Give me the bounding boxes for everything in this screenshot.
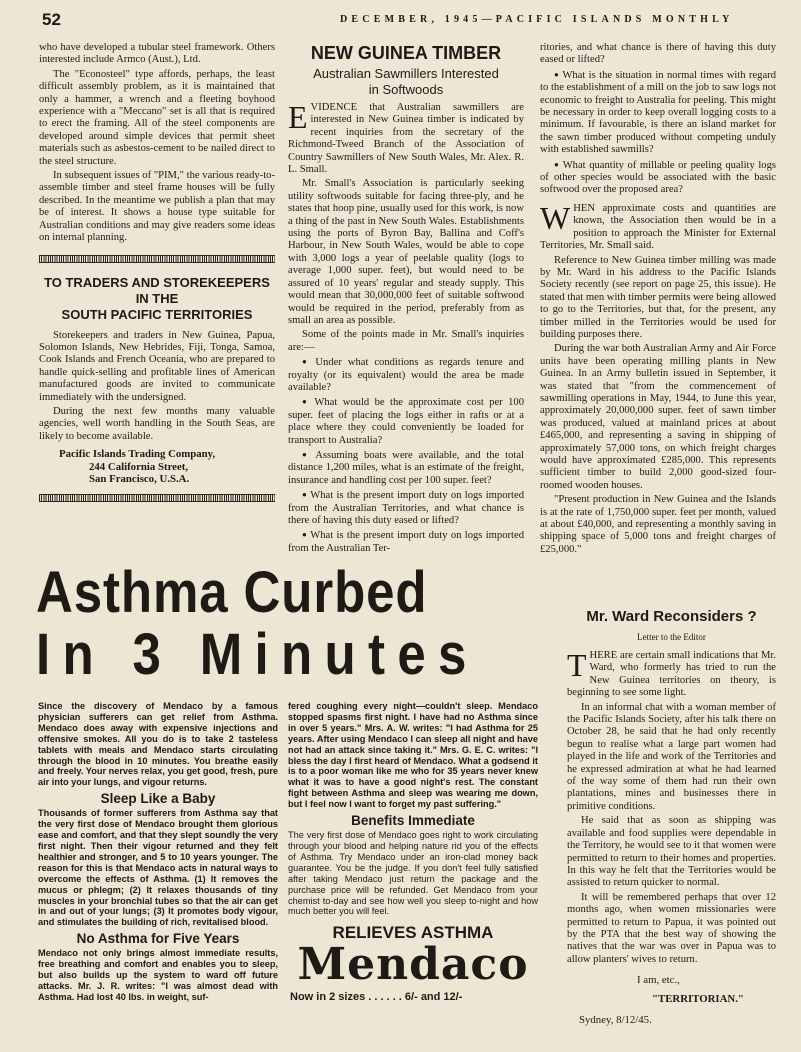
notice-paragraph: During the next few months many valuable agencies, well worth handling in the South Seas, are likely to become available. [39, 405, 275, 442]
column-1 [39, 42, 275, 502]
divider-rule [39, 255, 275, 263]
article-paragraph: "Present production in New Guinea and the Islands is at the rate of 1,750,000 super. feet per month, valued at about £40,000, and representing a monthly saving in shipping space of 5,000 tons and freight charges of £25,000." [540, 494, 776, 555]
ad-text [288, 830, 538, 917]
company-city: San Francisco, U.S.A. [89, 473, 190, 486]
column-3 [540, 42, 776, 558]
article-text [288, 99, 524, 555]
notice-paragraph: Storekeepers and traders in New Guinea, Papua, Solomon Islands, New Hebrides, Fiji, Tonga, Samoa, Cook Islands and French Oceania, who are prepared to handle quick-selling and profitable lines of American manufactured goods are invited to communicate immediately with the undersigned. [39, 329, 275, 403]
bullet-item: ● What quantity of millable or peeling quality logs of other species would be associated with the basic softwood over the proposed area? [540, 159, 776, 197]
ad-paragraph: Mendaco not only brings almost immediate results, free breathing and comfort and enables you to sleep, but also builds up the system to ward off future attacks. Mr. J. R. writes: "I was almost dead with Asthma. Had lost 40 lbs. in weight, suf- [38, 948, 278, 1002]
running-title: DECEMBER, 1945—PACIFIC ISLANDS MONTHLY [340, 14, 734, 25]
ad-sizes: Now in 2 sizes . . . . . . 6/- and 12/- [290, 991, 463, 1004]
article-paragraph: Reference to New Guinea timber milling was made by Mr. Ward in his address to the Pacific Islands Society recently (see report on page 25, this issue). He stated that men with timber permits were being allowed to go to the Territories, but that, for the present, any timber milled in the Territories would be used for building purposes there. [540, 254, 776, 340]
ad-column-b [288, 701, 538, 1003]
ad-text [288, 701, 538, 810]
bullet-item: ● What would be the approximate cost per 100 super. feet of placing the logs either in rafts or at a place where they could conveniently be loaded for transport to Australia? [288, 396, 524, 447]
ad-paragraph: fered coughing every night—couldn't sleep. Mendaco stopped spasms first night. I have had no Asthma since in over 5 years." Mrs. A. W. writes: "I had Asthma for 25 years. After using Mendaco I can sleep all night and have not had an attack since taking it." Mrs. G. E. C. writes: "I bless the day I first heard of Mendaco. What a godsend it is to a poor woman like me who for 35 years never knew what it was to have a good night's rest. The constant fight between Asthma and sleep was wearing me down, but I feel now I want to forget my past suffering." [288, 701, 538, 810]
ad-paragraph: Thousands of former sufferers from Asthma say that the very first dose of Mendaco brought them glorious ease and comfort, and that they slept soundly the very first night. Then their vigour returned and they felt healthier and stronger, and 5 to 10 years younger. The reason for this is that Mendaco acts in natural ways to overcome the effects of Asthma. (1) It removes the mucus or phlegm; (2) It relaxes thousands of tiny muscles in your bronchial tubes so that the air can get in and out of your lungs; (3) It promotes body vigour, and stimulates the building of rich, revitalised blood. [38, 808, 278, 928]
ad-subhead: Sleep Like a Baby [100, 791, 216, 807]
bullet-item: ● What is the present import duty on logs imported from the Australian Ter- [288, 529, 524, 555]
letter-paragraph: It will be remembered perhaps that over 12 months ago, when women missionaries were permitted to return to Papua, it was pointed out by the PTA that the best way of showing the natives that the war was over in Papua was to allow planters' wives to return. [567, 891, 776, 965]
article-paragraph: Mr. Small's Association is particularly seeking utility softwoods suitable for facing three-ply, and he states that hoop pine, usually used for this work, is now a thing of the past in New South Wales. Establishments using the ports of Byron Bay, Ballina and Coff's Harbour, in New South Wales, would be able to cope with 3,000 logs a year of peelable quality (logs to average 1,000 super. feet), but would need to be assured of 10 years' regular and steady supply. This would mean that 30,000,000 feet of suitable softwood would be required in the period, preferably from as small an area as possible. [288, 178, 524, 326]
letter-place-date: Sydney, 8/12/45. [579, 1014, 652, 1027]
article-continued [540, 42, 776, 556]
letter-paragraph: He said that as soon as shipping was available and food supplies were dependable in the Territory, he would see to it that women were permitted to return to their homes and properties. In this way he felt that the Territories would be assisted to return quicker to normal. [567, 815, 776, 889]
letter-text [567, 647, 776, 966]
ad-subhead: Benefits Immediate [351, 813, 475, 829]
article-paragraph: During the war both Australian Army and Air Force units have been operating milling plants in New Guinea. In an Army bulletin issued in September, it was stated that "from the commencement of sawmilling operations in May, 1944, to June this year, approximately 20,000,000 super. feet of sawn timber was produced, valued at mainland prices at about £465,000, and representing a saving in shipping of approximately 57,000 tons, on which freight charges would have approximated £285,000. This represents sufficient timber to build 2,000 good-sized four-roomed wooden houses. [540, 343, 776, 491]
letter-signature: "TERRITORIAN." [652, 993, 744, 1006]
letter-paragraph: In an informal chat with a woman member of the Pacific Islands Society, after his talk there on October 28, he said that he had only recently begun to realise what a large part women had played in the life and work of the Territories and he expressed admiration at what he had learned of the way some of them had run their own plantations, mines and businesses there in primitive conditions. [567, 701, 776, 812]
lead-text: VIDENCE that Australian sawmillers are interested in New Guinea timber is indicated by recent inquiries from the secretary of the Richmond-Tweed Branch of the Association of Country Sawmillers of New South Wales, Mr. Alex. R. L. Small. [288, 102, 524, 176]
page-number: 52 [42, 10, 61, 29]
lead-paragraph [567, 647, 776, 700]
notice-text [39, 330, 275, 444]
bullet-item: ● Under what conditions as regards tenure and royalty (or its equivalent) would the area be made available? [288, 356, 524, 394]
company-street: 244 California Street, [89, 460, 189, 473]
ad-text [38, 808, 278, 928]
ad-column-a [38, 701, 278, 1005]
article-paragraph: Some of the points made in Mr. Small's inquiries are:— [288, 329, 524, 353]
article-subhead: Australian Sawmillers Interested in Softwoods [313, 66, 499, 97]
ad-text [38, 701, 278, 788]
ad-headline-line: Asthma Curbed [36, 560, 428, 625]
column-2 [288, 42, 524, 557]
letter-subtitle: Letter to the Editor [637, 632, 706, 642]
ad-paragraph: Since the discovery of Mendaco by a famous physician sufferers can get relief from Asthma. Mendaco does away with expensive injections and offensive smokes. All you do is to take 2 tasteless tablets with meals and Mendaco starts circulating through the blood in 10 minutes. You breathe easily and freely. Your nerves relax, you get good, fresh, pure air into your lungs, and vigour returns. [38, 701, 278, 788]
ad-subhead: No Asthma for Five Years [76, 931, 240, 947]
asthma-advertisement [36, 562, 556, 1042]
company-address [59, 448, 275, 486]
bullet-item: ● What is the situation in normal times with regard to the establishment of a mill on the job to saw logs not economic to freight to Australia for peeling. This might be necessary in order to keep overall logging costs to a minimum. If favourable, is there an island market for the sawn timber produced without competing unduly with established sawmills? [540, 69, 776, 157]
ad-paragraph: The very first dose of Mendaco goes right to work circulating through your blood and helping nature rid you of the effects of Asthma. Try Mendaco under an iron-clad money back guarantee. You be the judge. If you don't feel fully satisfied after taking Mendaco just return the package and the purchase price will be refunded. Get Mendaco from your chemist to-day and see how well you sleep to-night and how much better you will feel. [288, 830, 538, 917]
letter-closing: I am, etc., [637, 974, 680, 987]
notice-title-line: SOUTH PACIFIC TERRITORIES [61, 306, 253, 322]
lead-text: HEN approximate costs and quantities are known, the Association then would be in a position to approach the Minister for External Territories, Mr. Small said. [540, 202, 776, 252]
bullet-item: ● Assuming boats were available, and the total distance 1,200 miles, what is an estimate of the freight, insurance and handling cost per 100 super. feet? [288, 449, 524, 487]
intro-paragraph: The "Econosteel" type affords, perhaps, the least difficult assembly problem, as it is maintained that only a hammer, a wrench and a fleeting boyhood experience with a "Meccano" set is all that is required to erect the framing. All of the steel components are developed around simple devices that permit sheet materials such as asbestos-cement to be nailed direct to the steel structure. [39, 68, 275, 167]
letter-section [567, 608, 776, 1026]
brand-logo: Mendaco [297, 939, 529, 991]
divider-rule [39, 494, 275, 502]
ad-headline [36, 562, 556, 686]
relieves-asthma: RELIEVES ASTHMA [332, 923, 494, 943]
letter-title: Mr. Ward Reconsiders ? [586, 608, 757, 625]
drop-cap: T [567, 647, 587, 683]
ad-headline-line: In 3 Minutes [36, 622, 479, 687]
continuation-paragraph: ritories, and what chance is there of having this duty eased or lifted? [540, 42, 776, 66]
ad-text [38, 948, 278, 1003]
drop-cap: W [540, 199, 571, 236]
article-headline: NEW GUINEA TIMBER [310, 43, 502, 63]
intro-paragraph: who have developed a tubular steel framework. Others interested include Armco (Aust.), Ltd. [39, 42, 275, 66]
lead-text: HERE are certain small indications that Mr. Ward, who formerly has tried to run the New Guinea territories on theory, is beginning to see some light. [567, 650, 776, 699]
notice-box [39, 275, 275, 486]
notice-title [39, 275, 275, 323]
lead-paragraph [288, 99, 524, 176]
company-name: Pacific Islands Trading Company, [59, 448, 216, 461]
intro-paragraph: In subsequent issues of "PIM," the various ready-to-assemble timber and steel frame houses will be fully described. In the meantime we publish a plan that may be of interest. It shows a house type suitable for Australian conditions and may give readers some ideas on internal planning. [39, 170, 275, 244]
notice-title-line: TO TRADERS AND STOREKEEPERS [44, 274, 270, 290]
bullet-item: ● What is the present import duty on logs imported from the Australian Territories, and what chance is there of having this duty eased or lifted? [288, 489, 524, 527]
lead-paragraph [540, 199, 776, 253]
drop-cap: E [288, 99, 308, 135]
notice-title-line: IN THE [135, 290, 179, 306]
intro-text [39, 42, 275, 245]
